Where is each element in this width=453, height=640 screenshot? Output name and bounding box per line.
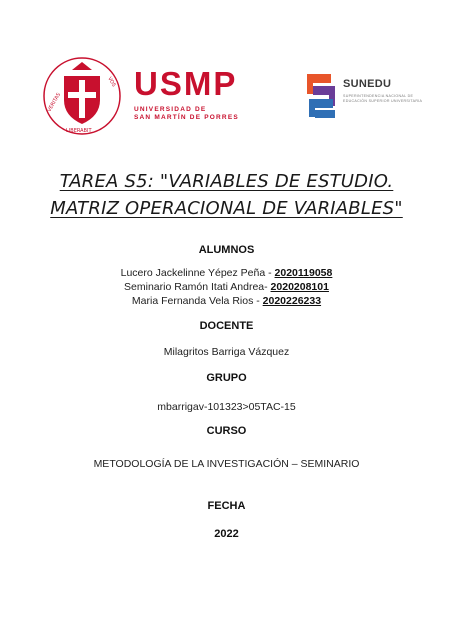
title-line-2: MATRIZ OPERACIONAL DE VARIABLES" bbox=[50, 198, 403, 219]
svg-text:LIBERABIT: LIBERABIT bbox=[66, 128, 92, 134]
usmp-subtitle-2: SAN MARTÍN DE PORRES bbox=[134, 114, 239, 121]
student-code: 2020119058 bbox=[274, 267, 333, 279]
alumnos-heading: ALUMNOS bbox=[198, 244, 255, 256]
sunedu-logo bbox=[305, 72, 425, 122]
usmp-subtitle-1: UNIVERSIDAD DE bbox=[134, 106, 207, 113]
student-name: Lucero Jackelinne Yépez Peña - bbox=[120, 267, 275, 279]
student-code: 2020226233 bbox=[262, 295, 322, 307]
docente-value: Milagritos Barriga Vázquez bbox=[163, 346, 290, 358]
usmp-seal-icon bbox=[42, 56, 122, 136]
title-line-1: TAREA S5: "VARIABLES DE ESTUDIO. bbox=[59, 171, 394, 192]
grupo-value: mbarrigav-101323>05TAC-15 bbox=[157, 401, 296, 413]
student-row bbox=[0, 266, 453, 280]
grupo-heading: GRUPO bbox=[206, 372, 247, 384]
docente-heading: DOCENTE bbox=[199, 320, 254, 332]
student-row bbox=[0, 294, 453, 308]
usmp-name: USMP bbox=[134, 65, 238, 102]
fecha-value: 2022 bbox=[214, 528, 239, 540]
sunedu-subtitle: SUPERINTENDENCIA NACIONAL DE EDUCACIÓN SUPERIOR UNIVERSITARIA bbox=[343, 94, 423, 103]
document-title bbox=[0, 168, 453, 222]
svg-text:VERITAS: VERITAS bbox=[46, 91, 63, 113]
sunedu-mark-icon bbox=[305, 72, 339, 120]
student-name: Seminario Ramón Itati Andrea- bbox=[124, 281, 271, 293]
student-name: Maria Fernanda Vela Rios - bbox=[131, 295, 263, 307]
student-row bbox=[0, 280, 453, 294]
fecha-heading: FECHA bbox=[207, 500, 246, 512]
svg-text:VOS: VOS bbox=[106, 76, 117, 89]
student-list bbox=[0, 266, 453, 308]
curso-heading: CURSO bbox=[206, 425, 247, 437]
student-code: 2020208101 bbox=[270, 281, 329, 293]
sunedu-name: SUNEDU bbox=[343, 78, 392, 90]
usmp-logo bbox=[42, 56, 257, 136]
curso-value: METODOLOGÍA DE LA INVESTIGACIÓN – SEMINARIO bbox=[93, 458, 360, 470]
